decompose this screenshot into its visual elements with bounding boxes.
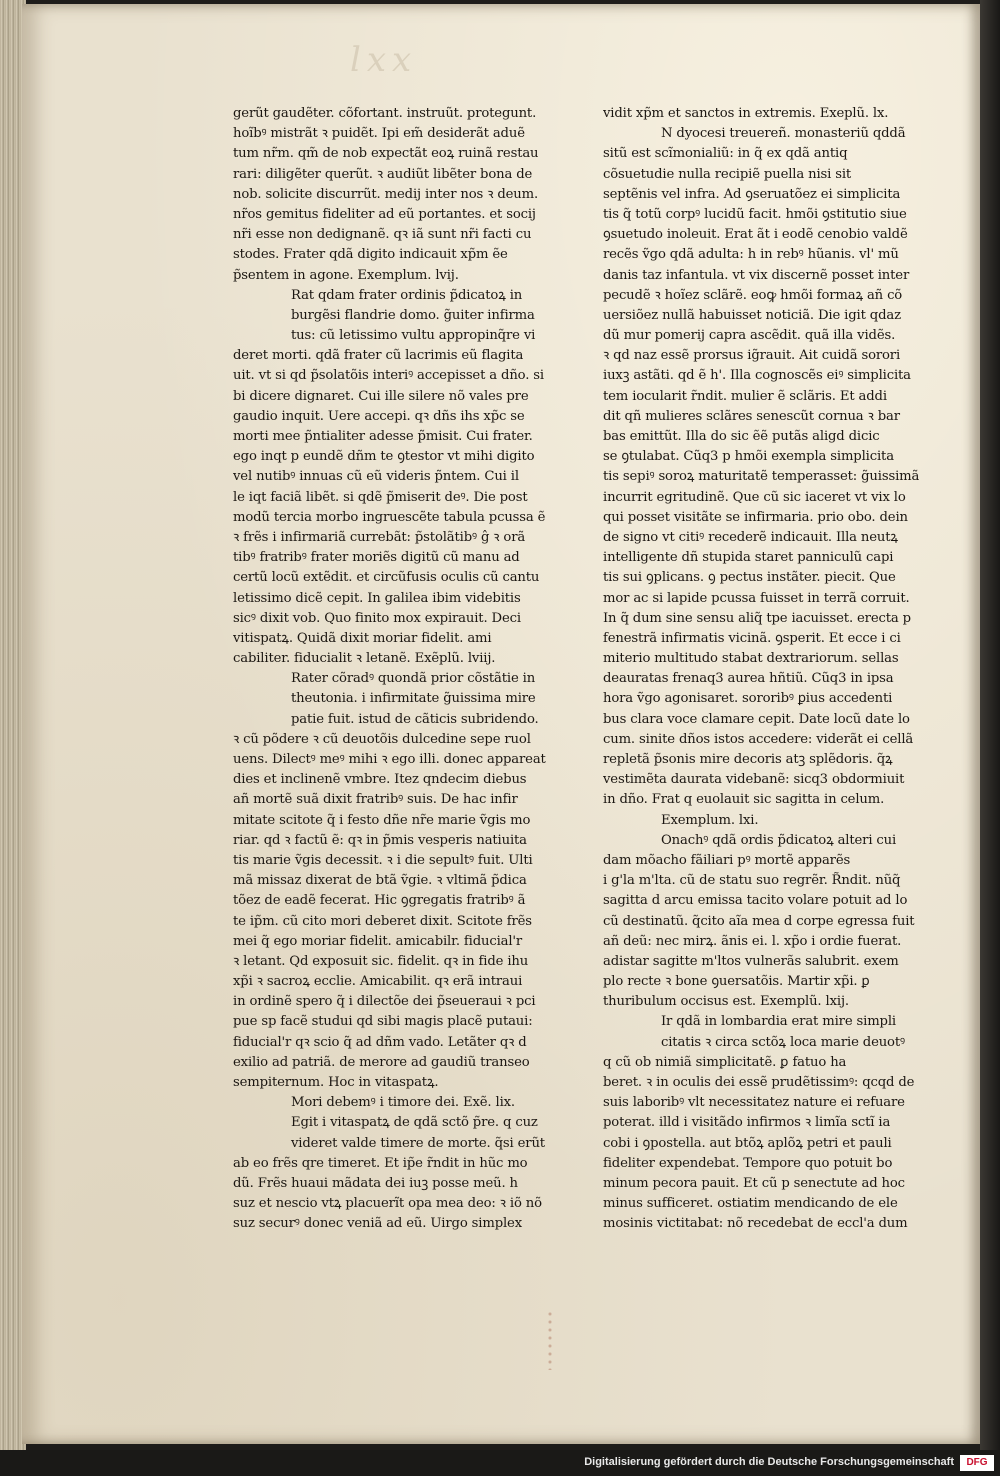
dfg-logo [960,1455,994,1471]
text-line: fiducial'r qꝛ scio q̃ ad dñm vado. Letãter qꝛ d [233,1034,527,1050]
text-line: incurrit egritudinẽ. Que cũ sic iaceret vt vix lo [603,489,906,505]
text-line: Rater cõradꝰ quondã prior cõstãtie in [291,671,536,687]
text-line: gaudio inquit. Uere accepi. qꝛ dñs ihs xp̃c se [233,408,525,424]
text-line: suis laboribꝰ vlt necessitatez nature ei refuare [603,1095,905,1111]
text-line: mor ac si lapide pcussa fuisset in terrã corruit. [603,590,910,606]
text-line: cum. sinite dños istos accedere: viderãt ei cellã [603,731,914,747]
text-line: cõsuetudie nulla recipiẽ puella nisi sit [603,166,852,182]
text-line: fideliter expendebat. Tempore quo potuit bo [603,1155,893,1171]
text-line: cũ destinatũ. q̃cito aĩa mea d corpe egressa fuit [603,913,915,929]
text-line: mosinis victitabat: nõ recedebat de eccl'a dum [603,1216,908,1232]
text-line: tõez de eadẽ fecerat. Hic ꝯgregatis fratribꝰ ã [233,893,526,909]
text-line: letissimo dicẽ cepit. In galilea ibim videbitis [233,590,521,606]
text-line: nr̃os gemitus fideliter ad eũ portantes. et socij [233,206,536,222]
text-line: Exemplum. lxi. [661,812,759,828]
text-line: pue sp facẽ studui qd sibi magis placẽ putaui: [233,1014,533,1030]
text-line: danis taz infantula. vt vix discernẽ posset inter [603,267,910,283]
text-line: tis q̃ totũ corpꝰ lucidũ facit. hmõi ꝯstitutio siue [603,206,907,222]
text-line: sicꝰ dixit vob. Quo finito mox expirauit. Deci [233,610,521,626]
digitization-credit: Digitalisierung gefördert durch die Deutsche Forschungsgemeinschaft [584,1456,954,1468]
text-line: ꝯsuetudo inoleuit. Erat ãt i eodẽ cenobio valdẽ [603,227,908,243]
text-line: qui posset visitãte se infirmaria. prio obo. dein [603,509,908,525]
text-line: repletã p̃sonis mire decoris atꝫ splẽdoris. q̃ꝝ [603,752,893,767]
text-line: suz et nescio vtꝝ placuerĩt opa mea deo: ꝛ iõ nõ [233,1196,542,1212]
text-line: Mori debemꝰ i timore dei. Exẽ. lix. [291,1095,515,1111]
text-line: iuxꝫ astãti. qd ẽ h'. Illa cognoscẽs eiꝰ simplicita [603,368,911,384]
text-line: certũ locũ extẽdit. et circũfusis oculis cũ cantu [233,570,540,586]
text-line: ego inqt p eundẽ dñm te ꝯtestor vt mihi digito [233,449,535,465]
text-line: tis sepiꝰ soroꝝ maturitatẽ temperasset: g̃uissimã [603,469,920,485]
text-line: thuribulum occisus est. Exemplũ. lxij. [603,994,849,1010]
text-line: dũ mur pomerij capra ascẽdit. quã illa vidẽs. [603,328,896,344]
text-line: exilio ad patriã. de merore ad gaudiũ transeo [233,1054,530,1070]
text-line: Rat qdam frater ordinis p̃dicatoꝝ in [291,287,523,303]
left-text-column [233,104,573,1235]
text-line: mei q̃ ego moriar fidelit. amicabilr. fiducial'r [233,933,523,949]
text-line: rari: diligẽter querũt. ꝛ audiũt libẽter bona de [233,166,533,182]
text-line: ab eo frẽs qre timeret. Et ip̃e r̃ndit in hũc mo [233,1155,528,1171]
text-line: minum pecora pauit. Et cũ p senectute ad hoc [603,1175,905,1191]
text-line: tum nr̃m. qm̃ de nob expectãt eoꝝ ruinã restau [233,146,539,162]
text-line: theutonia. i infirmitate g̃uissima mire [291,691,536,707]
text-line: xp̃i ꝛ sacroꝝ ecclie. Amicabilit. qꝛ erã intraui [233,974,523,990]
text-line: uersiõez nullã habuisset noticiã. Die igit qdaz [603,307,901,323]
text-line: Ir qdã in lombardia erat mire simpli [661,1014,896,1030]
text-line: ꝛ cũ põdere ꝛ cũ deuotõis dulcedine sepe ruol [233,731,531,747]
text-line: hora ṽgo agonisaret. sororibꝰ ꝑius accedenti [603,691,893,707]
text-line: añ deũ: nec mirꝝ. ãnis ei. l. xp̃o i ordie fuerat. [603,933,902,949]
text-line: ꝛ letant. Qd exposuit sic. fidelit. qꝛ in fide ihu [233,953,529,969]
text-line: sempiternum. Hoc in vitaspatꝝ. [233,1075,439,1090]
text-line: i g'la m'lta. cũ de statu suo regrẽr. R̃ndit. nũq̃ [603,873,901,889]
text-line: videret valde timere de morte. q̃si erũt [291,1135,545,1151]
text-line: recẽs ṽgo qdã adulta: h in rebꝰ hũanis. vl' mũ [603,247,899,263]
text-line: nr̃i esse non dedignanẽ. qꝛ iã sunt nr̃i facti cu [233,227,532,243]
text-line: bas emittũt. Illa do sic ẽẽ putãs aligd dicic [603,429,880,444]
footer-bar [0,1450,1000,1476]
text-line: poterat. illd i visitãdo infirmos ꝛ limĩa sctĩ ia [603,1115,891,1131]
text-line: hoĩbꝰ mistrãt ꝛ puidẽt. Ipi em̃ desiderãt aduẽ [233,126,525,142]
text-line: te ip̃m. cũ cito mori deberet dixit. Scitote frẽs [233,913,532,929]
text-line: nob. solicite discurrũt. medij inter nos ꝛ deum. [233,186,539,202]
text-line: burgẽsi flandrie domo. g̃uiter infirma [291,307,535,323]
text-line: añ mortẽ suã dixit fratribꝰ suis. De hac infir [233,792,518,808]
text-line: patie fuit. istud de cãticis subridendo. [291,711,539,727]
text-line: deauratas frenaq3 aurea hñtiũ. Cũq3 in ipsa [603,671,894,687]
text-line: plo recte ꝛ bone ꝯuersatõis. Martir xp̃i. ꝑ [603,974,870,990]
text-line: beret. ꝛ in oculis dei essẽ prudẽtissimꝰ: qcqd de [603,1075,915,1090]
text-line: se ꝯtulabat. Cũq3 p hmõi exempla simplicita [603,449,894,465]
text-line: bi dicere dignaret. Cui ille silere nõ vales pre [233,388,529,404]
text-line: dam mõacho fãiliari pꝰ mortẽ apparẽs [603,852,851,868]
text-line: tem iocularit r̃ndit. mulier ẽ sclãris. Et addi [603,388,887,404]
text-line: Onachꝰ qdã ordis p̃dicatoꝝ alteri cui [661,832,897,848]
text-line: septẽnis vel infra. Ad ꝯseruatõez ei simplicita [603,186,901,202]
text-line: dies et inclinenẽ vmbre. Itez qndecim diebus [233,772,527,788]
text-line: vestimẽta daurata videbanẽ: sicq3 obdormiuit [603,772,905,788]
text-line: tis sui ꝯplicans. ꝯ pectus instãter. piecit. Que [603,570,896,586]
text-line: miterio multitudo stabat dextrariorum. sellas [603,651,899,667]
text-line: adistar sagitte m'ltos vulnerãs salubrit. exem [603,953,899,969]
text-line: riar. qd ꝛ factũ ẽ: qꝛ in p̃mis vesperis natiuita [233,832,527,848]
text-line: vidit xp̃m et sanctos in extremis. Exeplũ. lx. [603,106,889,121]
text-line: morti mee p̃ntialiter adesse p̃misit. Cui frater. [233,429,533,444]
text-line: p̃sentem in agone. Exemplum. lvij. [233,267,459,283]
text-line: dũ. Frẽs huaui mãdata dei iuꝫ posse meũ. h [233,1175,518,1191]
text-line: pecudẽ ꝛ hoĩez sclãrẽ. eoꝙ hmõi formaꝝ añ cõ [603,287,903,303]
text-line: cobi i ꝯpostella. aut btõꝝ aplõꝝ petri et pauli [603,1135,892,1151]
text-line: tibꝰ fratribꝰ frater moriẽs digitũ cũ manu ad [233,550,520,566]
text-line: citatis ꝛ circa sctõꝝ loca marie deuotꝰ [661,1034,905,1050]
text-line: minus sufficeret. ostiatim mendicando de ele [603,1196,898,1212]
text-line: uit. vt si qd p̃solatõis interiꝰ accepisset a dño. si [233,368,544,384]
text-line: tis marie ṽgis decessit. ꝛ i die sepultꝰ fuit. Ulti [233,852,533,868]
book-binding-edge [980,0,1000,1450]
text-line: sagitta d arcu emissa tacito volare potuit ad lo [603,893,908,909]
text-line: in ordinẽ spero q̃ i dilectõe dei p̃seueraui ꝛ pci [233,994,536,1010]
text-line: Egit i vitaspatꝝ de qdã sctõ p̃re. q cuz [291,1115,538,1131]
text-line: deret morti. qdã frater cũ lacrimis eũ flagita [233,348,524,364]
text-line: sitũ est scĩmonialiũ: in q̃ ex qdã antiq [603,146,848,162]
text-line: mã missaz dixerat de btã ṽgie. ꝛ vltimã p̃dica [233,873,527,889]
text-line: intelligente dñ stupida staret panniculũ capi [603,550,894,566]
text-line: cabiliter. fiducialit ꝛ letanẽ. Exẽplũ. lviij. [233,651,496,667]
text-line: suz securꝰ donec veniã ad eũ. Uirgo simplex [233,1216,522,1232]
text-line: stodes. Frater qdã digito indicauit xp̃m ẽe [233,247,508,263]
library-stamp-marks [548,1310,552,1370]
text-line: in dño. Frat q euolauit sic sagitta in celum. [603,792,885,808]
text-line: gerũt gaudẽter. cõfortant. instruũt. protegunt. [233,106,537,121]
text-line: tus: cũ letissimo vultu appropinq̃re vi [291,328,536,344]
text-line: In q̃ dum sine sensu aliq̃ tpe iacuisset. erecta p [603,610,911,626]
text-line: dit qñ mulieres sclãres senescũt cornua ꝛ bar [603,408,900,424]
right-text-column [603,104,938,1235]
text-line: mitate scitote q̃ i festo dñe nr̃e marie ṽgis mo [233,812,531,828]
text-line: fenestrã infirmatis vicinã. ꝯsperit. Et ecce i ci [603,630,901,646]
text-line: vitispatꝝ. Quidã dixit moriar fidelit. ami [233,630,492,646]
text-line: uens. Dilectꝰ meꝰ mihi ꝛ ego illi. donec appareat [233,752,546,767]
text-line: N dyocesi treuereñ. monasteriũ qddã [661,126,906,142]
text-line: de signo vt citiꝰ recederẽ indicauit. Illa neutꝝ [603,529,898,545]
page-header: lxx [350,40,418,80]
dfg-logo-text: DFG [966,1457,988,1468]
text-line: bus clara voce clamare cepit. Date locũ date lo [603,711,910,727]
text-line: vel nutibꝰ innuas cũ eũ videris p̃ntem. Cui il [233,469,519,485]
text-line: modũ tercia morbo ingruescẽte tabula pcussa ẽ [233,509,546,525]
text-line: ꝛ frẽs i infirmariã currebãt: p̃stolãtibꝰ ĝ ꝛ orã [233,529,526,545]
text-line: le iqt faciã libẽt. si qdẽ p̃miserit deꝰ. Die post [233,489,528,505]
text-line: q cũ ob nimiã simplicitatẽ. ꝑ fatuo ha [603,1054,847,1070]
text-line: ꝛ qd naz essẽ prorsus ig̃rauit. Ait cuidã sorori [603,348,901,364]
